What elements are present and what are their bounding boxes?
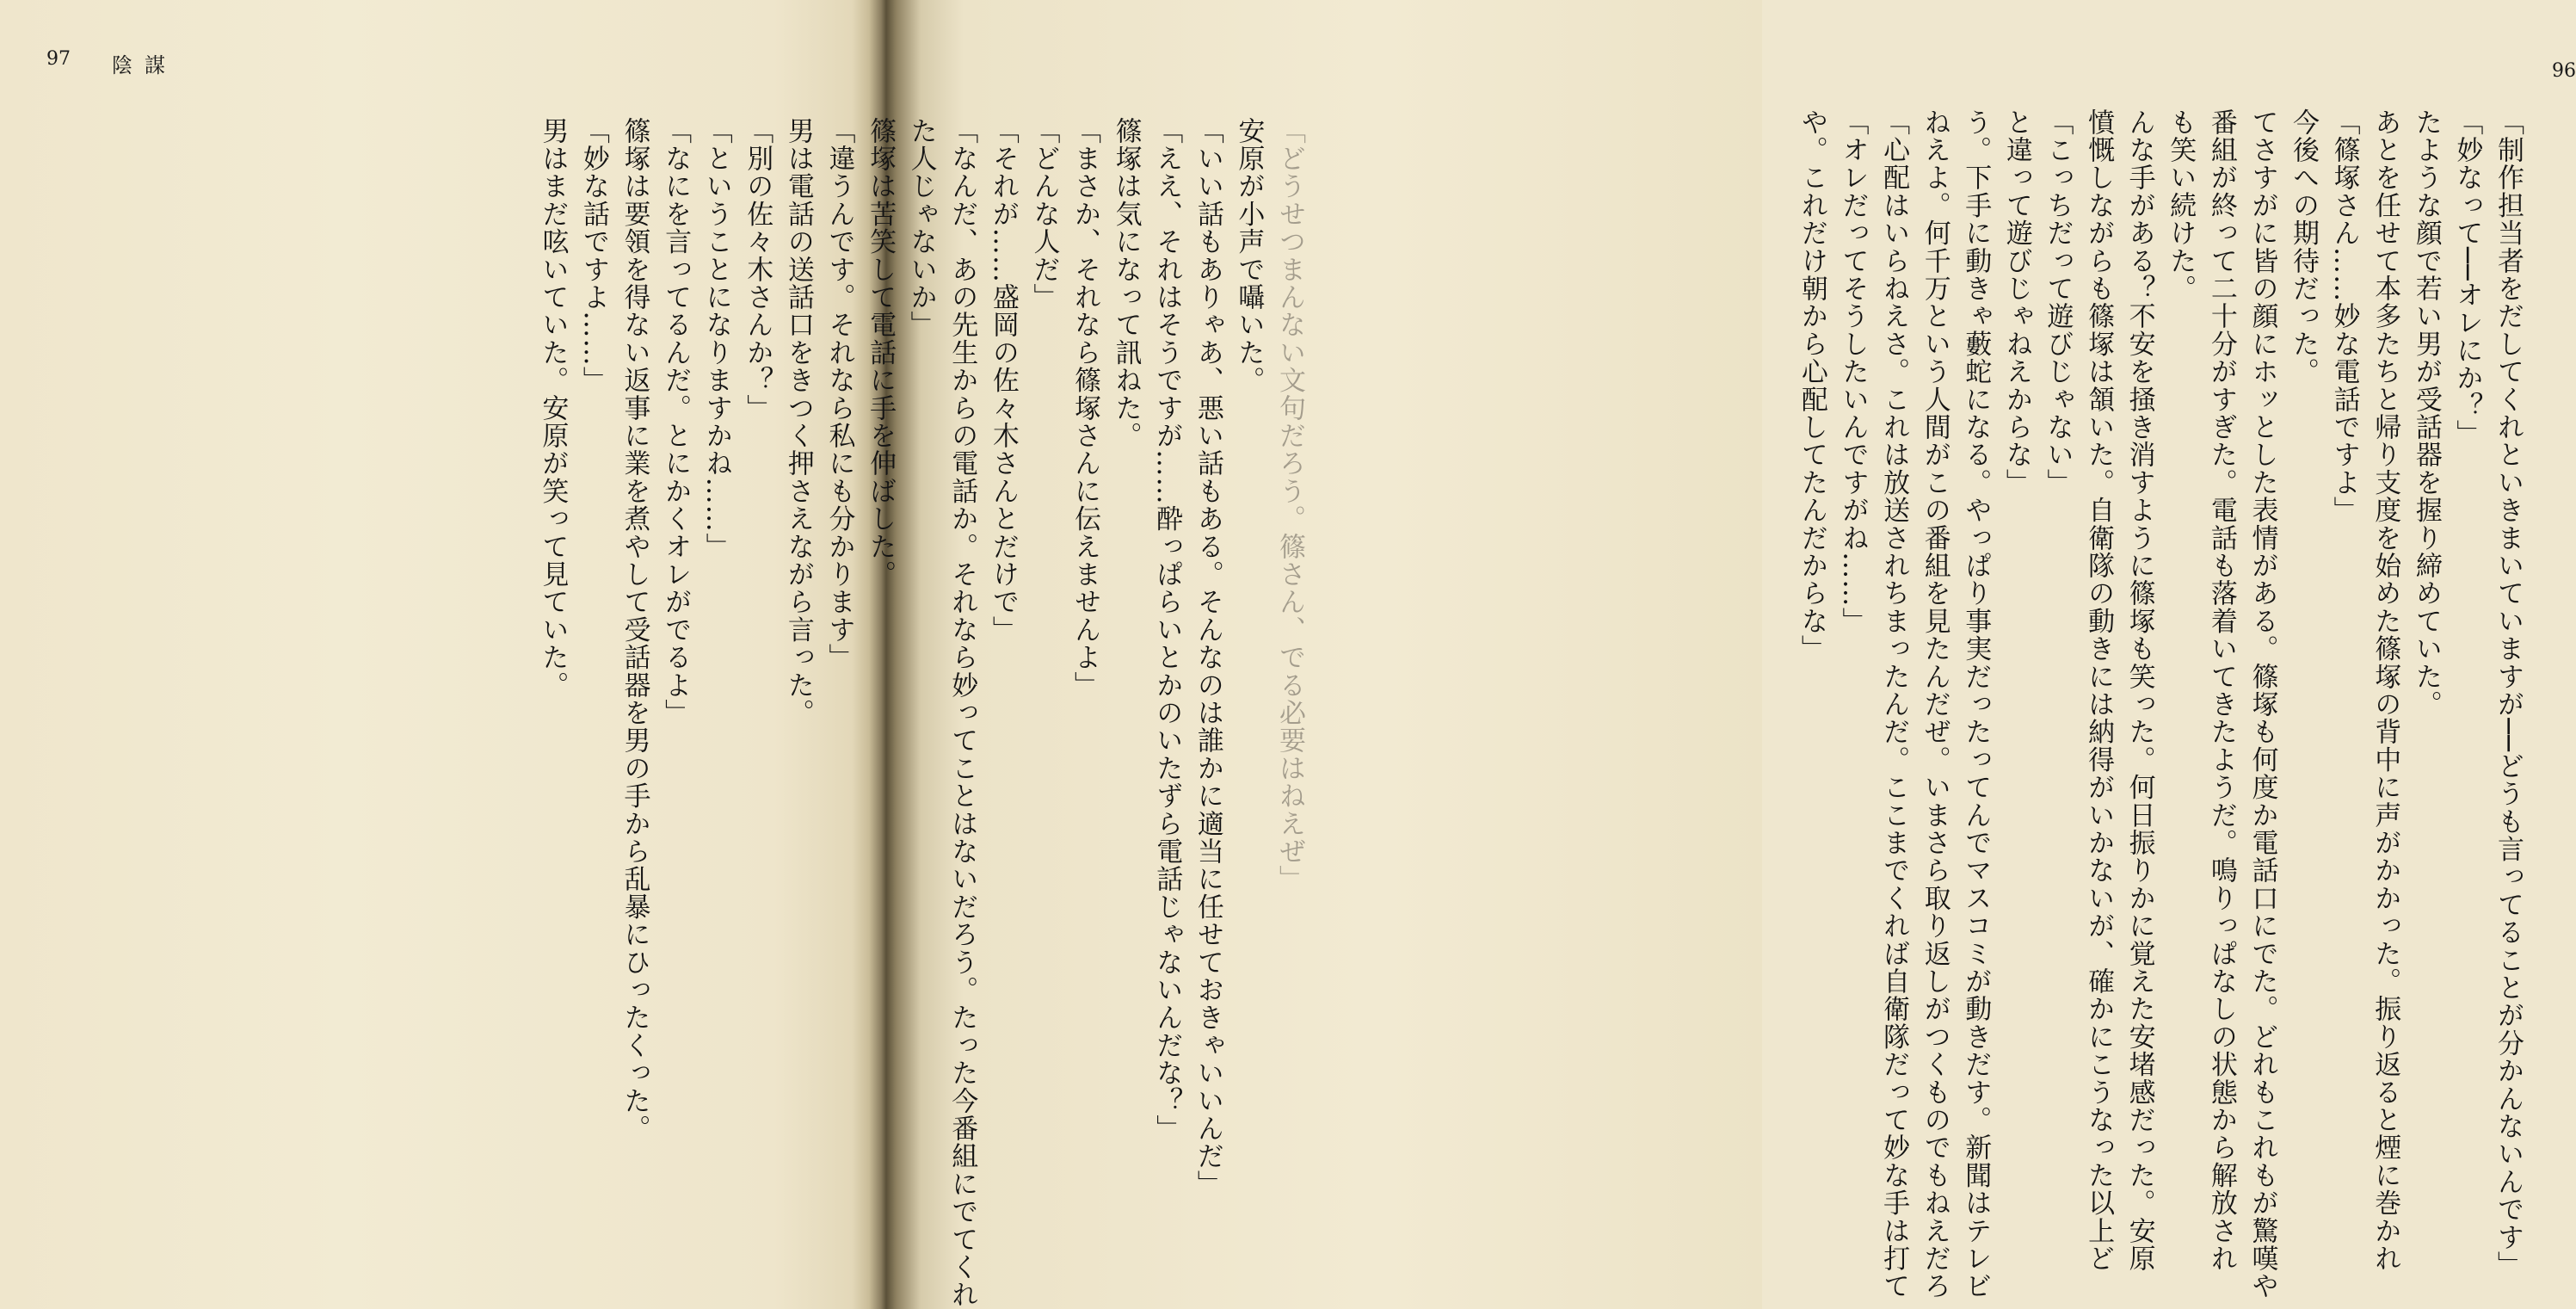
text-line: も笑い続けた。 bbox=[2165, 108, 2197, 303]
page-number-right: 96 bbox=[2552, 60, 2576, 82]
text-line: てさすがに皆の顔にホッとした表情がある。篠塚も何度か電話口にでた。どれもこれもが驚嘆や bbox=[2246, 108, 2278, 1300]
text-line: 番組が終って二十分がすぎた。電話も落着いてきたようだ。鳴りっぱなしの状態から解放され bbox=[2205, 108, 2237, 1273]
text-line: 「どうせつまんない文句だろう。篠さん、でる必要はねえぜ」 bbox=[1274, 117, 1305, 893]
text-line: 篠塚は気になって訊ねた。 bbox=[1110, 117, 1142, 450]
text-line: 安原が小声で囁いた。 bbox=[1233, 117, 1265, 394]
text-line: 「妙な話ですよ……」 bbox=[577, 117, 609, 394]
page-number-left: 97 bbox=[46, 48, 71, 70]
text-line: と違って遊びじゃねえからな」 bbox=[2000, 108, 2032, 497]
text-line: 「オレだってそうしたいんですがね……」 bbox=[1837, 108, 1869, 635]
text-line: んな手がある？不安を掻き消すように篠塚も笑った。何日振りかに覚えた安堵感だった。安原 bbox=[2123, 108, 2155, 1273]
text-line: 篠塚は苦笑して電話に手を伸ばした。 bbox=[865, 117, 897, 589]
text-line: ねえよ。何千万という人間がこの番組を見たんだぜ。いまさら取り返しがつくものでもねえだろ bbox=[1919, 108, 1950, 1300]
text-line: あとを任せて本多たちと帰り支度を始めた篠塚の背中に声がかかった。振り返ると煙に巻かれ bbox=[2370, 108, 2401, 1273]
text-line: 「なんだ、あの先生からの電話か。それなら妙ってことはないだろう。たった今番組にでてくれ bbox=[946, 117, 978, 1309]
text-line: 憤慨しながらも篠塚は頷いた。自衛隊の動きには納得がいかないが、確かにこうなった以上ど bbox=[2083, 108, 2115, 1273]
right-page-body bbox=[1796, 108, 2528, 1300]
text-line: う。下手に動きゃ藪蛇になる。やっぱり事実だったってんでマスコミが動きだす。新聞はテレビ bbox=[1960, 108, 1992, 1300]
text-line: 今後への期待だった。 bbox=[2288, 108, 2320, 386]
text-line: 「心配はいらねえさ。これは放送されちまったんだ。ここまでくれば自衛隊だって妙な手は打て bbox=[1878, 108, 1910, 1300]
text-line: 篠塚は要領を得ない返事に業を煮やして受話器を男の手から乱暴にひったくった。 bbox=[619, 117, 650, 1143]
text-line: 「ええ、それはそうですが……酔っぱらいとかのいたずら電話じゃないんだな？」 bbox=[1151, 117, 1183, 1143]
text-line: 男は電話の送話口をきつく押さえながら言った。 bbox=[782, 117, 814, 727]
text-line: 男はまだ呟いていた。安原が笑って見ていた。 bbox=[537, 117, 569, 700]
text-line: 「別の佐々木さんか？」 bbox=[742, 117, 773, 423]
text-line: 「どんな人だ」 bbox=[1028, 117, 1060, 312]
text-line: 「まさか、それなら篠塚さんに伝えませんよ」 bbox=[1069, 117, 1101, 700]
text-line: や。これだけ朝から心配してたんだからな」 bbox=[1796, 108, 1827, 663]
text-line: 「違うんです。それなら私にも分かります」 bbox=[823, 117, 855, 671]
text-line: 「ということになりますかね……」 bbox=[700, 117, 732, 561]
text-line: 「いい話もありゃあ、悪い話もある。そんなのは誰かに適当に任せておきゃいいんだ」 bbox=[1192, 117, 1223, 1198]
text-line: たような顔で若い男が受話器を握り締めていた。 bbox=[2410, 108, 2442, 719]
text-line: た人じゃないか」 bbox=[905, 117, 937, 339]
text-line: 「制作担当者をだしてくれといきまいていますが──どうも言ってることが分かんないんです」 bbox=[2493, 108, 2524, 1279]
right-page bbox=[895, 0, 2576, 1309]
running-head: 陰謀 bbox=[112, 53, 177, 77]
text-line: 「なにを言ってるんだ。とにかくオレがでるよ」 bbox=[660, 117, 692, 727]
text-line: 「篠塚さん……妙な電話ですよ」 bbox=[2328, 108, 2360, 524]
text-line: 「それが……盛岡の佐々木さんとだけで」 bbox=[987, 117, 1019, 644]
text-line: 「妙なって──オレにか？」 bbox=[2451, 108, 2483, 448]
text-line: 「こっちだって遊びじゃない」 bbox=[2042, 108, 2074, 497]
